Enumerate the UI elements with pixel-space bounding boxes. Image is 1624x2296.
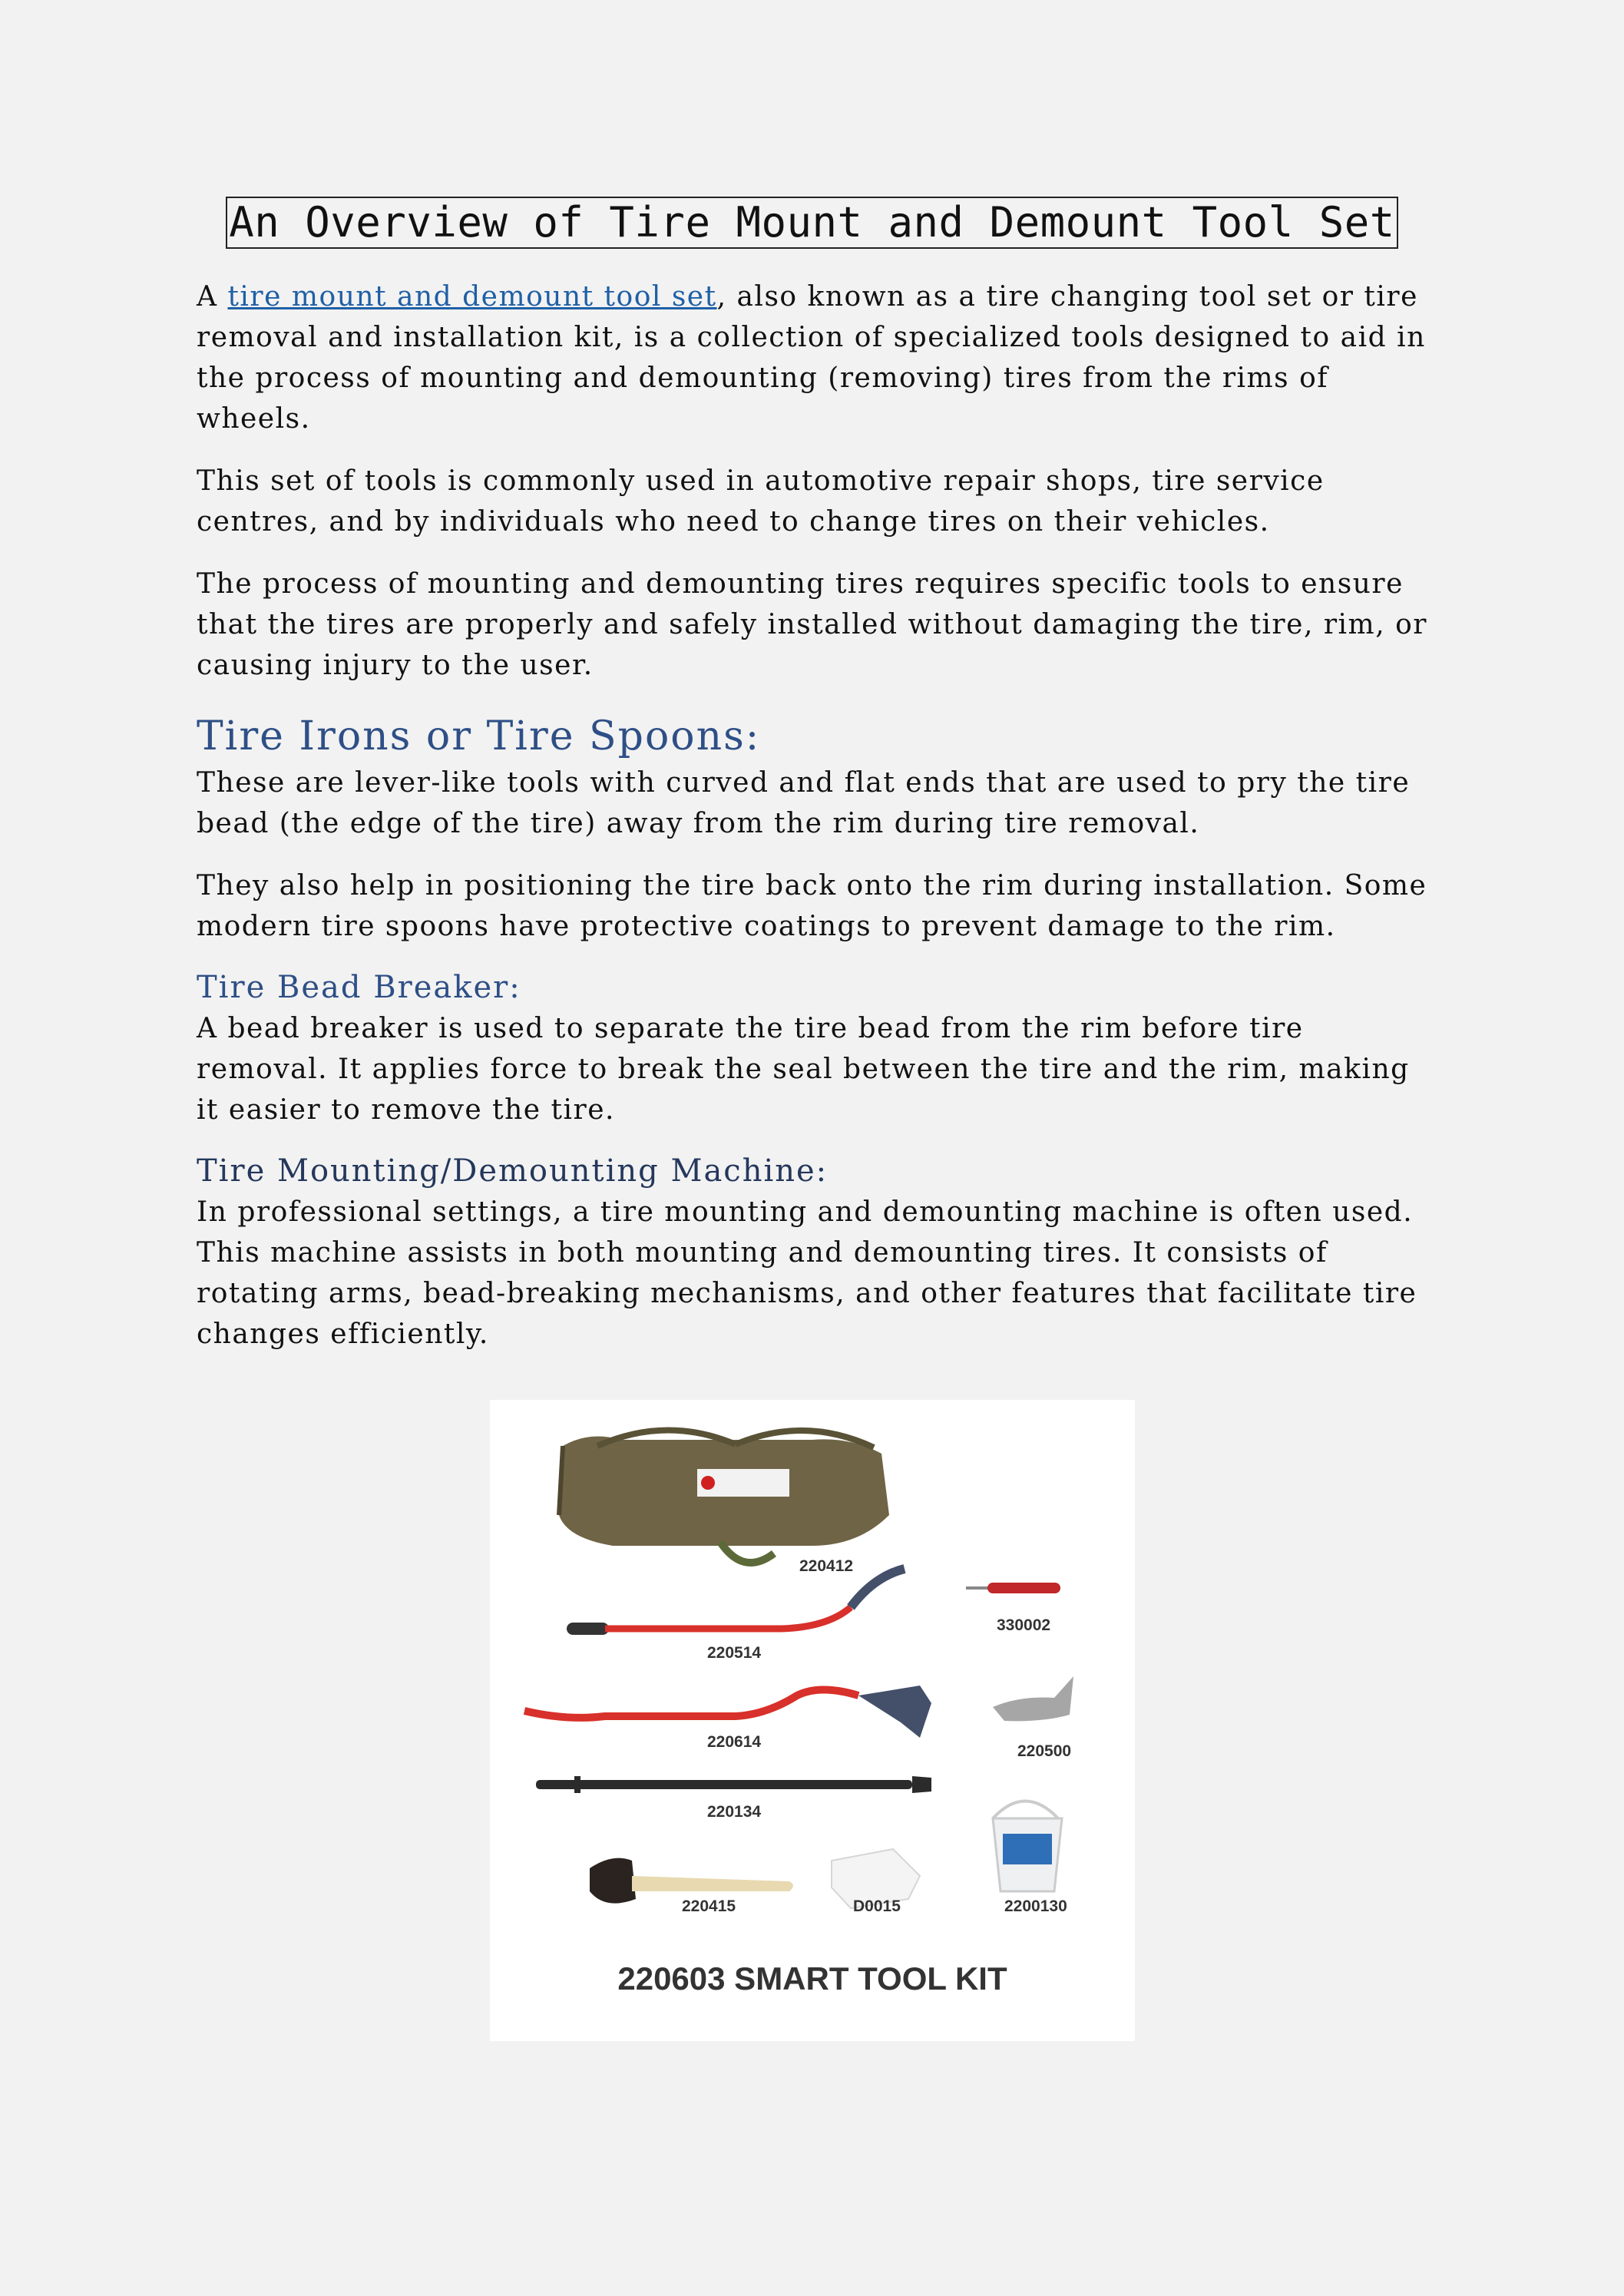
tool-bag-icon xyxy=(559,1430,889,1563)
screwdriver-icon xyxy=(966,1583,1060,1593)
black-bar-icon xyxy=(536,1776,931,1793)
paragraph: The process of mounting and demounting tires requires specific tools to ensure that the tires are properly and safely installed without damaging the tire, rim, or causing injury to the user. xyxy=(197,568,1427,681)
paragraph: In professional settings, a tire mounting and demounting machine is often used. This machine assists in both mounting and demounting tires. It consists of rotating arms, bead-breaking mechanisms, and other features that facilitate tire changes efficiently. xyxy=(197,1196,1417,1350)
paragraph: A bead breaker is used to separate the tire bead from the rim before tire removal. It applies force to break the seal between the tire and the rim, making it easier to remove the tire. xyxy=(197,1013,1410,1126)
paragraph: This set of tools is commonly used in automotive repair shops, tire service centres, and by individuals who need to change tires on their vehicles. xyxy=(197,465,1325,538)
brush-label: 220415 xyxy=(682,1897,736,1915)
cloth-label: D0015 xyxy=(853,1897,901,1915)
tool-kit-illustration xyxy=(490,1400,1135,2041)
screwdriver-label: 330002 xyxy=(997,1616,1051,1634)
brush-icon xyxy=(590,1858,793,1904)
paragraph: They also help in positioning the tire back onto the rim during installation. Some modern tire spoons have protective coatings to prevent damage to the rim. xyxy=(197,870,1427,942)
bead-tool-icon xyxy=(993,1676,1073,1721)
black-bar-label: 220134 xyxy=(707,1803,762,1821)
page-title: An Overview of Tire Mount and Demount Tool Set xyxy=(226,197,1398,249)
article-body xyxy=(197,276,1440,1376)
bag-label: 220412 xyxy=(799,1557,854,1575)
title-wrap xyxy=(0,197,1624,249)
paste-bucket-icon xyxy=(993,1801,1062,1892)
section-heading-bead-breaker: Tire Bead Breaker: xyxy=(197,970,521,1005)
bead-tool-label: 220500 xyxy=(1017,1742,1072,1760)
tire-iron-long-icon xyxy=(524,1686,931,1738)
bar-long-label: 220614 xyxy=(707,1733,762,1751)
section-heading-machine: Tire Mounting/Demounting Machine: xyxy=(197,1153,829,1189)
section-heading-tire-irons: Tire Irons or Tire Spoons: xyxy=(197,713,761,759)
tool-kit-image xyxy=(490,1400,1135,2041)
intro-suffix: , also known as a tire changing tool set or tire removal and installation kit, is a collection of specialized tools designed to aid in the process of mounting and demounting (removing) tires from the rims of wheels. xyxy=(197,281,1426,435)
intro-prefix: A xyxy=(197,281,228,313)
intro-paragraph xyxy=(197,276,1440,439)
tire-iron-short-icon xyxy=(567,1569,905,1635)
tool-set-link[interactable]: tire mount and demount tool set xyxy=(227,281,717,313)
paste-label: 2200130 xyxy=(1004,1897,1067,1915)
bar-short-label: 220514 xyxy=(707,1644,762,1662)
paragraph: These are lever-like tools with curved and flat ends that are used to pry the tire bead (the edge of the tire) away from the rim during tire removal. xyxy=(197,767,1411,839)
figure-caption: 220603 SMART TOOL KIT xyxy=(617,1960,1007,1997)
